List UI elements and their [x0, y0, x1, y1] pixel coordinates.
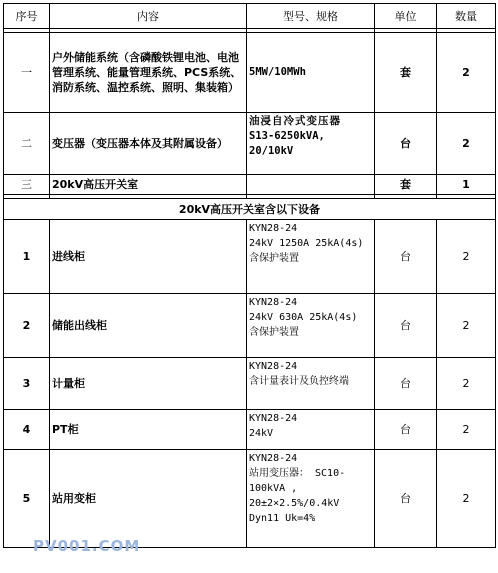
row-spec	[247, 410, 375, 450]
spec-line: 24kV 1250A 25kA(4s)	[249, 238, 364, 249]
row-qty: 2	[437, 294, 496, 358]
header-unit: 单位	[375, 4, 437, 29]
spec-line: 100kVA ,	[249, 483, 298, 494]
table-row	[4, 220, 496, 294]
section-title: 20kV高压开关室含以下设备	[4, 199, 496, 220]
row-unit: 台	[375, 450, 437, 548]
spec-line: 24kV	[249, 428, 274, 439]
spec-line: 含保护装置	[249, 253, 299, 264]
row-spec	[247, 294, 375, 358]
spec-line: 站用变压器： SC10-	[249, 468, 346, 479]
spec-line: 含计量表计及负控终端	[249, 376, 349, 387]
row-no: 1	[4, 220, 50, 294]
row-no: 三	[4, 175, 50, 195]
spec-line: 含保护装置	[249, 327, 299, 338]
table-row	[4, 33, 496, 113]
row-unit: 台	[375, 220, 437, 294]
spec-line: 20±2×2.5%/0.4kV	[249, 498, 340, 509]
header-row	[4, 4, 496, 29]
row-unit: 台	[375, 410, 437, 450]
row-content: 站用变柜	[50, 450, 247, 548]
row-content: PT柜	[50, 410, 247, 450]
row-content: 储能出线柜	[50, 294, 247, 358]
spec-line: KYN28-24	[249, 297, 298, 308]
row-spec	[247, 450, 375, 548]
watermark-logo: PV001.COM	[33, 537, 141, 555]
table-row	[4, 113, 496, 175]
row-content: 计量柜	[50, 358, 247, 410]
row-content: 进线柜	[50, 220, 247, 294]
row-qty: 2	[437, 33, 496, 113]
spec-line: KYN28-24	[249, 361, 298, 372]
row-unit: 台	[375, 113, 437, 175]
row-unit: 台	[375, 294, 437, 358]
row-no: 一	[4, 33, 50, 113]
row-no: 二	[4, 113, 50, 175]
row-qty: 2	[437, 113, 496, 175]
spec-line: KYN28-24	[249, 413, 298, 424]
spec-line: 24kV 630A 25kA(4s)	[249, 312, 358, 323]
row-qty: 1	[437, 175, 496, 195]
row-content: 变压器（变压器本体及其附属设备）	[50, 113, 247, 175]
table-row	[4, 294, 496, 358]
table-row	[4, 450, 496, 548]
spec-line: KYN28-24	[249, 223, 298, 234]
row-spec	[247, 358, 375, 410]
header-content: 内容	[50, 4, 247, 29]
row-unit: 套	[375, 175, 437, 195]
row-no: 2	[4, 294, 50, 358]
row-no: 3	[4, 358, 50, 410]
spec-line: Dyn11 Uk=4%	[249, 513, 316, 524]
table-row	[4, 410, 496, 450]
spec-line: KYN28-24	[249, 453, 298, 464]
spec-line: 油浸自冷式变压器	[249, 115, 341, 127]
row-no: 5	[4, 450, 50, 548]
header-no: 序号	[4, 4, 50, 29]
table-row	[4, 358, 496, 410]
header-spec: 型号、规格	[247, 4, 375, 29]
row-no: 4	[4, 410, 50, 450]
row-qty: 2	[437, 410, 496, 450]
row-spec: 5MW/10MWh	[247, 33, 375, 113]
row-spec	[247, 175, 375, 195]
row-unit: 台	[375, 358, 437, 410]
row-content: 户外储能系统（含磷酸铁锂电池、电池管理系统、能量管理系统、PCS系统、消防系统、温控系统、照明、集装箱）	[50, 33, 247, 113]
spec-line: 20/10kV	[249, 145, 294, 157]
header-qty: 数量	[437, 4, 496, 29]
equipment-table	[3, 3, 496, 548]
section-row	[4, 199, 496, 220]
row-qty: 2	[437, 450, 496, 548]
table-row	[4, 175, 496, 195]
row-qty: 2	[437, 358, 496, 410]
spec-line: S13-6250kVA,	[249, 130, 325, 142]
row-spec	[247, 220, 375, 294]
row-content: 20kV高压开关室	[50, 175, 247, 195]
row-spec	[247, 113, 375, 175]
row-qty: 2	[437, 220, 496, 294]
row-unit: 套	[375, 33, 437, 113]
